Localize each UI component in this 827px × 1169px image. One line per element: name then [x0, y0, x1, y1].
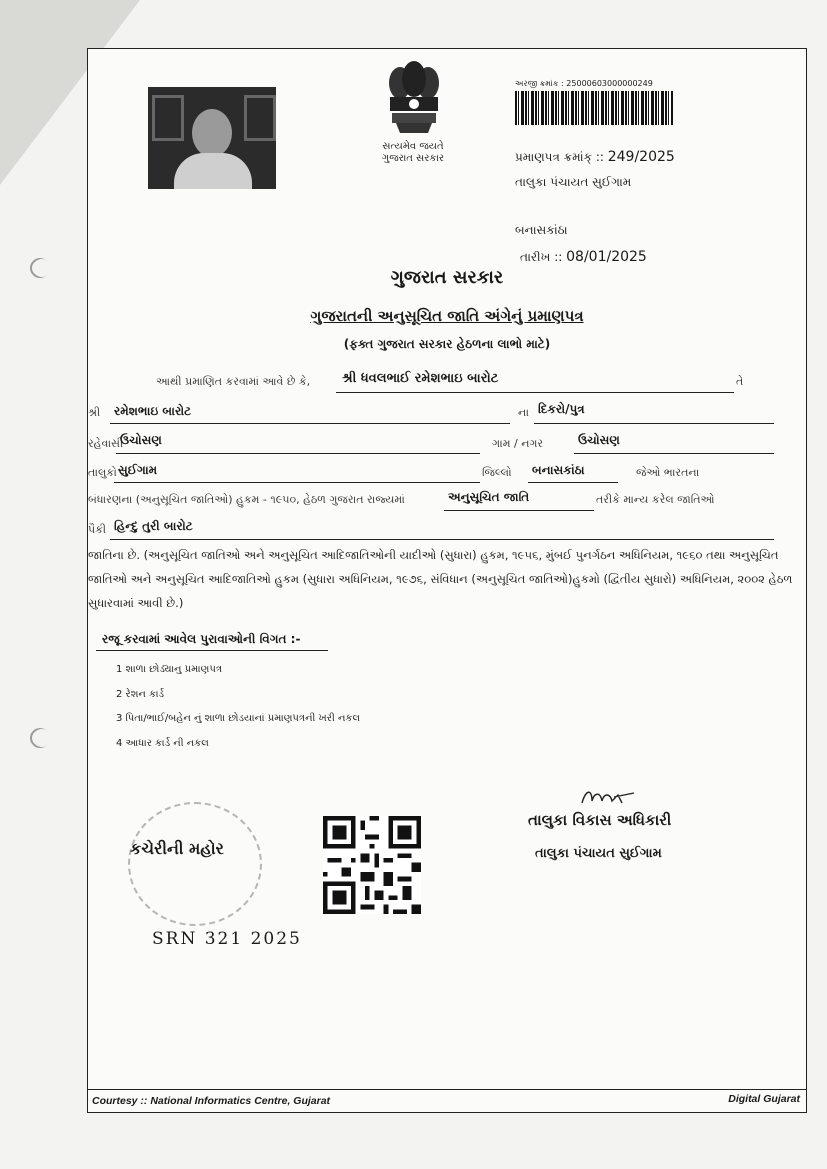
issuing-office: તાલુકા પંચાયત સુઈગામ: [515, 175, 632, 189]
signatory-designation: તાલુકા વિકાસ અધિકારી: [528, 811, 672, 829]
barcode: [515, 91, 673, 125]
issue-date: તારીખ :: 08/01/2025: [520, 249, 647, 265]
certificate-note: (ફક્ત ગુજરાત સરકાર હેઠળના લાભો માટે): [343, 337, 551, 351]
te-label: તે: [736, 375, 744, 388]
footer-brand: Digital Gujarat: [728, 1093, 800, 1105]
taluka: સુઈગામ: [118, 463, 158, 477]
footer: [88, 1089, 806, 1113]
relation: દિકરો/પુત્ર: [538, 402, 585, 416]
applicant-photo: [148, 87, 276, 189]
emblem-caption: ગુજરાત સરકાર: [381, 153, 445, 164]
document-item: 2 રેશન કાર્ડ: [116, 689, 165, 700]
caste: હિન્દુ તુરી બારોટ: [114, 519, 193, 533]
father-name: રમેશભાઇ બારોટ: [114, 404, 192, 418]
village-label: ગામ / નગર: [492, 437, 544, 450]
srn-number: SRN 321 2025: [152, 929, 302, 949]
shri-label: શ્રી: [88, 406, 101, 419]
recognised-label: તરીકે માન્ય કરેલ જાતિઓ: [596, 493, 715, 506]
signatory-office: તાલુકા પંચાયત સુઈગામ: [535, 846, 662, 861]
constitution-label: બંધારણના (અનુસૂચિત જાતિઓ) હુકમ - ૧૯૫૦, હેઠળ ગુજરાત રાજ્યમાં: [88, 493, 405, 506]
legal-paragraph: જાતિના છે. (અનુસૂચિત જાતિઓ અને અનુસૂચિત આદિજાતિઓની યાદીઓ (સુધારા) હુકમ, ૧૯૫૬, મુંબઈ પુનર્ગઠન અધિનિયમ, ૧૯૬૦ તથા અનુસૂચિત જાતિઓ અને અનુસૂચિત આદિજાતિઓ હુકમ (સુધારા અધિનિયમ, ૧૯૭૬, સંવિધાન (અનુસૂચિત જાતિઓ)હુકમો (દ્વિતીય સુધારો) અધિનિયમ, ૨૦૦૨ હેઠળ સુધારવામાં આવી છે.): [88, 548, 793, 610]
certify-label: આથી પ્રમાણિત કરવામાં આવે છે કે,: [156, 375, 311, 388]
page-title: ગુજરાત સરકાર: [390, 267, 504, 288]
state-emblem: [378, 57, 450, 143]
document-item: 3 પિતા/ભાઈ/બહેન નું શાળા છોડયાનાં પ્રમાણપત્રની ખરી નકલ: [116, 713, 361, 724]
header-district: બનાસકાંઠા: [515, 223, 568, 237]
signature: [578, 787, 638, 809]
document-item: 4 આધાર કાર્ડ ની નકલ: [116, 738, 209, 749]
documents-heading: રજૂ કરવામાં આવેલ પુરાવાઓની વિગત :-: [102, 632, 301, 646]
footer-courtesy: Courtesy :: National Informatics Centre, Gujarat: [92, 1095, 331, 1107]
certificate-title: ગુજરાતની અનુસૂચિત જાતિ અંગેનું પ્રમાણપત્ર: [310, 307, 584, 325]
taluka-label: તાલુકો: [88, 466, 117, 479]
category: અનુસૂચિત જાતિ: [448, 490, 530, 504]
na-label: ના: [518, 406, 529, 419]
document-item: 1 શાળા છોડ્યાનુ પ્રમાણપત્ર: [116, 664, 222, 675]
emblem-motto: સત્યમેવ જયતે: [382, 141, 444, 152]
bharat-label: જેઓ ભારતના: [636, 466, 700, 479]
qr-code: [323, 814, 421, 916]
seal-text: કચેરીની મહોર: [130, 839, 224, 858]
certificate-number: પ્રમાણપત્ર ક્રમાંક્ :: 249/2025: [515, 149, 675, 165]
residence: ઉચોસણ: [120, 433, 162, 447]
district: બનાસકાંઠા: [532, 463, 585, 477]
office-seal: [128, 802, 262, 926]
district-label: જિલ્લો: [482, 466, 512, 479]
applicant-name: શ્રી ધવલભાઈ રમેશભાઇ બારોટ: [342, 371, 499, 386]
village: ઉચોસણ: [578, 433, 620, 447]
paiki-label: પૈકી: [88, 523, 107, 536]
certificate-page: [87, 48, 807, 1113]
residence-label: રહેવાસી: [88, 437, 124, 450]
application-number: અરજી ક્રમાંક : 25000603000000249: [515, 79, 653, 88]
